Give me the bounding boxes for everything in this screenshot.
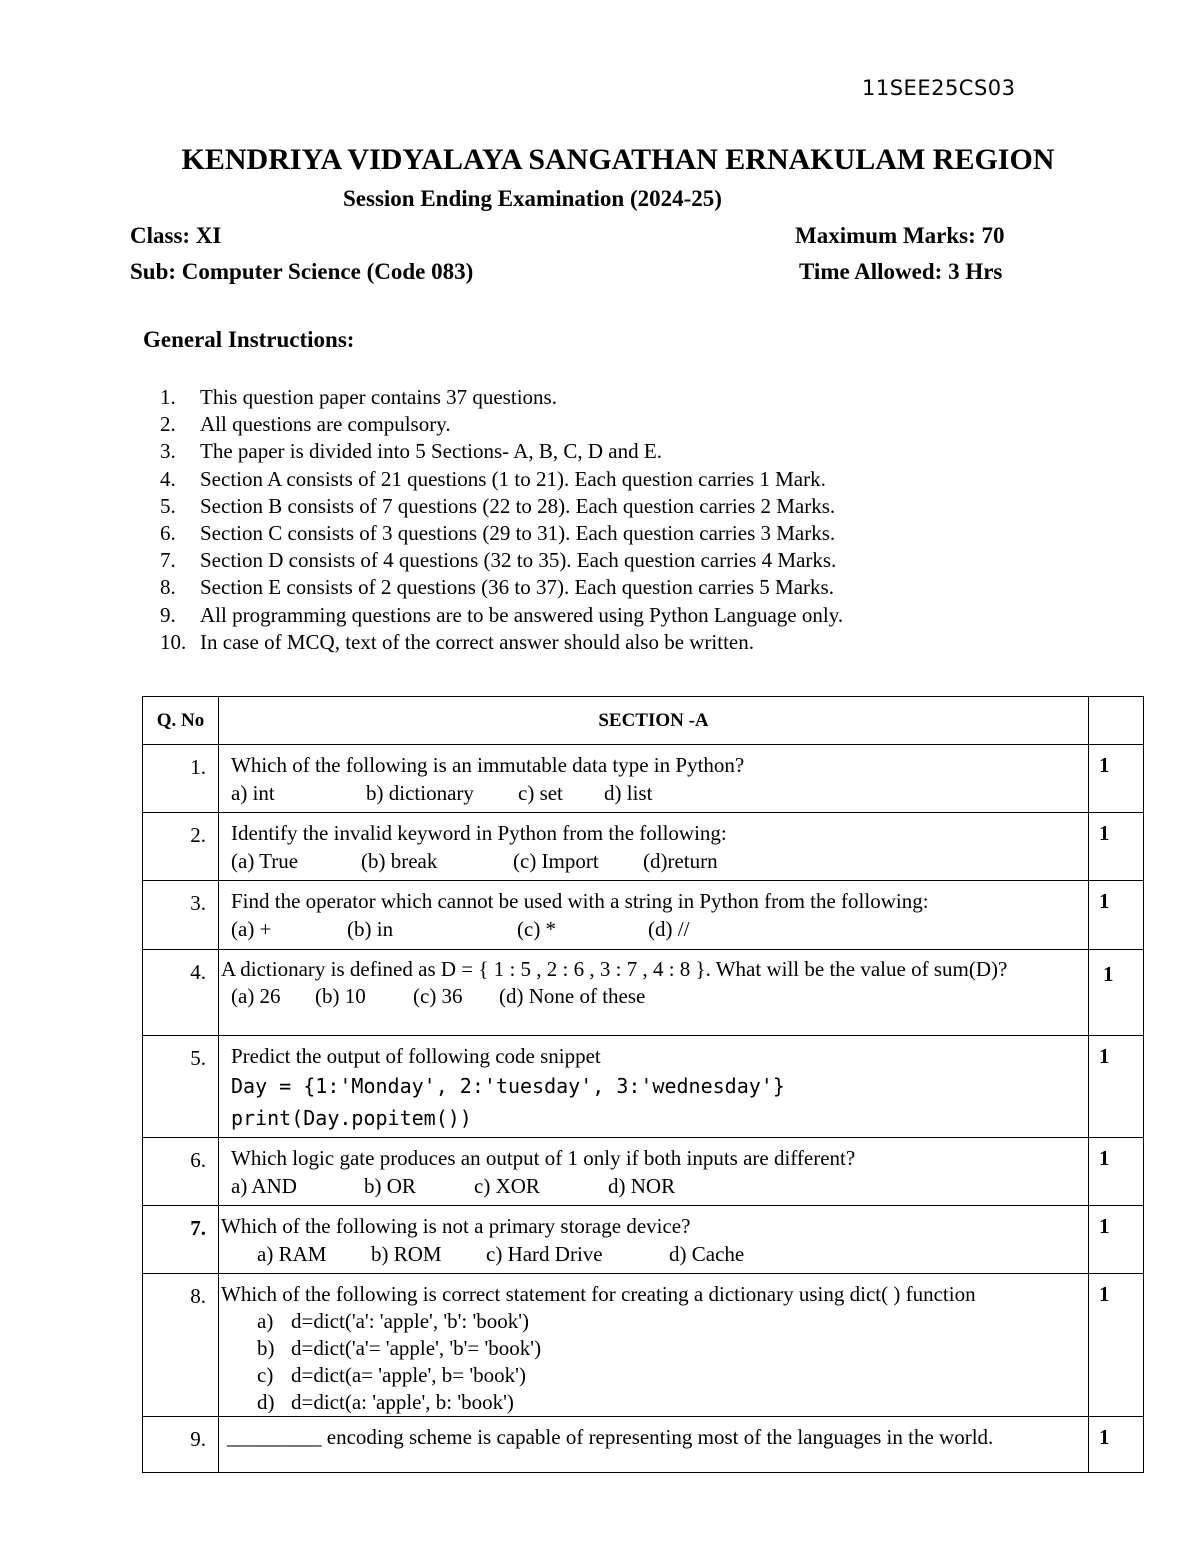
exam-subtitle: Session Ending Examination (2024-25) xyxy=(343,186,722,211)
options xyxy=(231,1172,1080,1200)
instruction-item: 4. Section A consists of 21 questions (1 to 21). Each question carries 1 Mark. xyxy=(160,466,826,491)
paper-code: 11SEE25CS03 xyxy=(862,76,1016,100)
question-marks: 1 xyxy=(1089,950,1144,1036)
instruction-item: 9. All programming questions are to be answered using Python Language only. xyxy=(160,602,844,627)
table-row xyxy=(143,1274,1144,1417)
question-marks: 1 xyxy=(1089,1036,1144,1138)
option: (d) None of these xyxy=(499,984,646,1008)
option: (a) True xyxy=(231,849,299,873)
question-number: 3. xyxy=(143,881,219,950)
option: (b) 10 xyxy=(315,984,366,1008)
question-body xyxy=(219,1274,1089,1417)
question-number: 5. xyxy=(143,1036,219,1138)
instruction-item: 1. This question paper contains 37 questions. xyxy=(160,385,557,409)
question-body xyxy=(219,745,1089,813)
question-body xyxy=(219,1206,1089,1274)
question-body xyxy=(219,813,1089,881)
table-row xyxy=(143,881,1144,950)
max-marks: Maximum Marks: 70 xyxy=(795,223,1005,248)
option: (d) // xyxy=(648,917,690,941)
instruction-item: 2. All questions are compulsory. xyxy=(160,412,451,437)
sub-option: c) d=dict(a= 'apple', b= 'book') xyxy=(257,1363,526,1387)
option: a) RAM xyxy=(257,1242,327,1266)
table-row xyxy=(143,745,1144,813)
question-body xyxy=(219,1417,1089,1473)
table-header-row xyxy=(143,697,1144,745)
question-marks: 1 xyxy=(1089,1274,1144,1417)
page-title: KENDRIYA VIDYALAYA SANGATHAN ERNAKULAM REGION xyxy=(181,143,1055,176)
option: (b) break xyxy=(361,849,438,873)
time-allowed: Time Allowed: 3 Hrs xyxy=(799,259,1003,284)
instruction-item: 6. Section C consists of 3 questions (29 to 31). Each question carries 3 Marks. xyxy=(160,521,836,546)
instruction-item: 5. Section B consists of 7 questions (22 to 28). Each question carries 2 Marks. xyxy=(160,493,836,518)
subject-label: Sub: Computer Science (Code 083) xyxy=(130,259,474,284)
instruction-item: 8. Section E consists of 2 questions (36 to 37). Each question carries 5 Marks. xyxy=(160,575,834,600)
question-body xyxy=(219,950,1089,1036)
table-row xyxy=(143,1417,1144,1473)
option: b) dictionary xyxy=(366,781,474,805)
options xyxy=(221,983,1080,1010)
option: c) Hard Drive xyxy=(486,1242,603,1266)
option: d) list xyxy=(604,781,653,805)
question-marks: 1 xyxy=(1089,1417,1144,1473)
sub-option: b) d=dict('a'= 'apple', 'b'= 'book') xyxy=(257,1336,542,1360)
question-text: Predict the output of following code snippet xyxy=(231,1044,601,1068)
code-line: print(Day.popitem()) xyxy=(231,1106,472,1130)
code-line: Day = {1:'Monday', 2:'tuesday', 3:'wednesday'} xyxy=(231,1074,785,1098)
question-text: Identify the invalid keyword in Python from the following: xyxy=(231,821,727,845)
instruction-item: 10. In case of MCQ, text of the correct answer should also be written. xyxy=(160,629,754,654)
question-number: 4. xyxy=(143,950,219,1036)
question-text: _________ encoding scheme is capable of representing most of the languages in the world. xyxy=(227,1425,994,1449)
options xyxy=(231,779,1080,807)
sub-option: d) d=dict(a: 'apple', b: 'book') xyxy=(257,1390,514,1414)
question-marks: 1 xyxy=(1089,813,1144,881)
option: (a) 26 xyxy=(231,984,281,1008)
option: c) set xyxy=(518,781,563,805)
table-row xyxy=(143,1036,1144,1138)
option: a) int xyxy=(231,781,275,805)
option: d) NOR xyxy=(608,1174,676,1198)
question-marks: 1 xyxy=(1089,1206,1144,1274)
table-row xyxy=(143,813,1144,881)
option: c) XOR xyxy=(474,1174,540,1198)
option: (c) * xyxy=(517,917,557,941)
instructions-list xyxy=(160,384,843,656)
options xyxy=(231,847,1080,875)
question-text: Which of the following is correct statement for creating a dictionary using dict( ) function xyxy=(221,1282,976,1306)
instructions-heading: General Instructions: xyxy=(143,327,355,352)
question-number: 8. xyxy=(143,1274,219,1417)
instruction-item: 7. Section D consists of 4 questions (32 to 35). Each question carries 4 Marks. xyxy=(160,548,837,573)
marks-header xyxy=(1089,697,1144,745)
question-marks: 1 xyxy=(1089,881,1144,950)
option: b) ROM xyxy=(371,1242,442,1266)
option: a) AND xyxy=(231,1174,297,1198)
option: b) OR xyxy=(364,1174,416,1198)
question-number: 6. xyxy=(143,1138,219,1206)
table-row xyxy=(143,1206,1144,1274)
option: (b) in xyxy=(347,917,394,941)
table-row xyxy=(143,950,1144,1036)
qno-header: Q. No xyxy=(143,697,219,745)
question-text: Which of the following is an immutable data type in Python? xyxy=(231,753,745,777)
option: (c) 36 xyxy=(413,984,463,1008)
option: (d)return xyxy=(643,849,718,873)
sub-option: a) d=dict('a': 'apple', 'b': 'book') xyxy=(257,1309,530,1333)
question-text: Find the operator which cannot be used with a string in Python from the following: xyxy=(231,889,929,913)
option: (c) Import xyxy=(513,849,599,873)
question-number: 7. xyxy=(143,1206,219,1274)
class-label: Class: XI xyxy=(130,223,222,248)
question-number: 1. xyxy=(143,745,219,813)
option: (a) + xyxy=(231,917,272,941)
question-body xyxy=(219,881,1089,950)
question-table xyxy=(142,696,1144,1473)
question-marks: 1 xyxy=(1089,1138,1144,1206)
options xyxy=(221,1240,1080,1268)
question-text: A dictionary is defined as D = { 1 : 5 , 2 : 6 , 3 : 7 , 4 : 8 }. What will be the value of sum(D)? xyxy=(221,957,1008,981)
options xyxy=(231,915,1080,943)
question-marks: 1 xyxy=(1089,745,1144,813)
question-body xyxy=(219,1036,1089,1138)
section-header: SECTION -A xyxy=(219,697,1089,745)
question-text: Which of the following is not a primary storage device? xyxy=(221,1214,691,1238)
option: d) Cache xyxy=(669,1242,745,1266)
question-number: 9. xyxy=(143,1417,219,1473)
instruction-item: 3. The paper is divided into 5 Sections- A, B, C, D and E. xyxy=(160,439,662,464)
question-number: 2. xyxy=(143,813,219,881)
table-row xyxy=(143,1138,1144,1206)
question-body xyxy=(219,1138,1089,1206)
question-text: Which logic gate produces an output of 1 only if both inputs are different? xyxy=(231,1146,856,1170)
